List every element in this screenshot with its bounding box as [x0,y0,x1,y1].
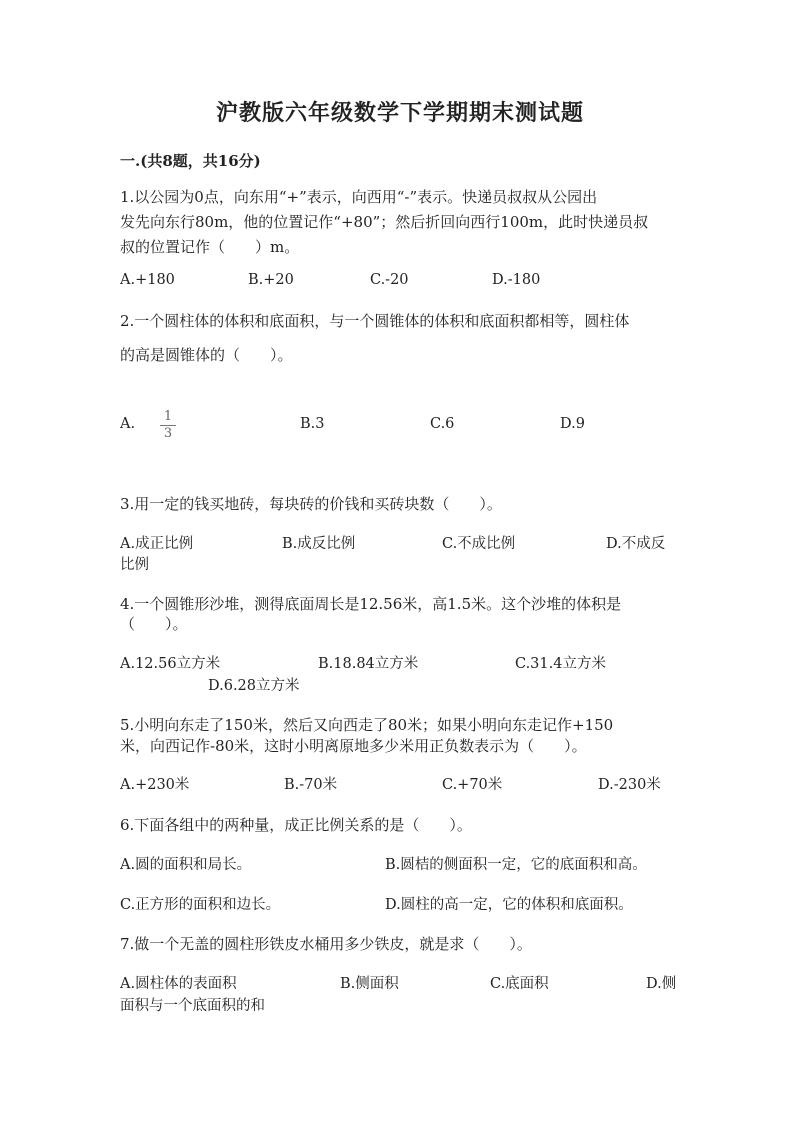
fraction-denominator: 3 [163,426,173,441]
q5-option-d: D.-230米 [598,777,661,793]
q7-option-b: B.侧面积 [340,976,399,992]
q6-line-1: 6.下面各组中的两种量，成正比例关系的是（ ）。 [120,816,472,834]
q4-option-d: D.6.28立方米 [208,678,300,694]
q3-option-d-wrap: 比例 [120,557,149,573]
q1-line-3: 叔的位置记作（ ）m。 [120,238,300,256]
q4-option-c: C.31.4立方米 [515,656,606,672]
q1-option-a: A.+180 [120,272,175,288]
q2-option-c: C.6 [430,416,455,432]
q1-line-1: 1.以公园为0点，向东用“+”表示，向西用“-”表示。快递员叔叔从公园出 [120,188,598,206]
q7-option-d-wrap: 面积与一个底面积的和 [120,998,265,1014]
q6-option-d: D.圆柱的高一定，它的体积和底面积。 [385,897,633,913]
fraction-numerator: 1 [163,409,173,424]
q5-option-a: A.+230米 [120,777,190,793]
q1-option-b: B.+20 [248,272,294,288]
q4-line-2: （ ）。 [120,615,188,633]
section-heading: 一.(共8题，共16分) [120,152,261,170]
q4-option-b: B.18.84立方米 [318,656,419,672]
q3-option-d: D.不成反 [606,536,666,552]
q2-option-a-label: A. [120,416,136,432]
q2-line-1: 2.一个圆柱体的体积和底面积，与一个圆锥体的体积和底面积都相等，圆柱体 [120,312,630,330]
q2-option-a-fraction [160,410,176,441]
q6-option-a: A.圆的面积和局长。 [120,857,252,873]
q1-option-c: C.-20 [370,272,409,288]
q5-option-c: C.+70米 [442,777,503,793]
q7-option-d: D.侧 [646,976,677,992]
q3-line-1: 3.用一定的钱买地砖，每块砖的价钱和买砖块数（ ）。 [120,495,502,513]
q6-option-b: B.圆桔的侧面积一定，它的底面积和高。 [385,857,647,873]
q2-line-2: 的高是圆锥体的（ ）。 [120,346,293,364]
q5-option-b: B.-70米 [284,777,338,793]
q3-option-b: B.成反比例 [282,536,356,552]
q1-line-2: 发先向东行80m，他的位置记作“+80”；然后折回向西行100m，此时快递员叔 [120,213,649,231]
q2-option-b: B.3 [300,416,325,432]
q7-line-1: 7.做一个无盖的圆柱形铁皮水桶用多少铁皮，就是求（ ）。 [120,935,532,953]
q5-line-1: 5.小明向东走了150米，然后又向西走了80米；如果小明向东走记作+150 [120,716,614,734]
q4-line-1: 4.一个圆锥形沙堆，测得底面周长是12.56米，高1.5米。这个沙堆的体积是 [120,595,622,613]
q4-option-a: A.12.56立方米 [120,656,221,672]
q2-option-d: D.9 [560,416,585,432]
q5-line-2: 米，向西记作-80米，这时小明离原地多少米用正负数表示为（ ）。 [120,737,587,755]
q3-option-c: C.不成比例 [442,536,516,552]
q7-option-a: A.圆柱体的表面积 [120,976,237,992]
q6-option-c: C.正方形的面积和边长。 [120,897,281,913]
q7-option-c: C.底面积 [490,976,549,992]
q3-option-a: A.成正比例 [120,536,194,552]
page-title: 沪教版六年级数学下学期期末测试题 [215,100,584,126]
q1-option-d: D.-180 [492,272,541,288]
